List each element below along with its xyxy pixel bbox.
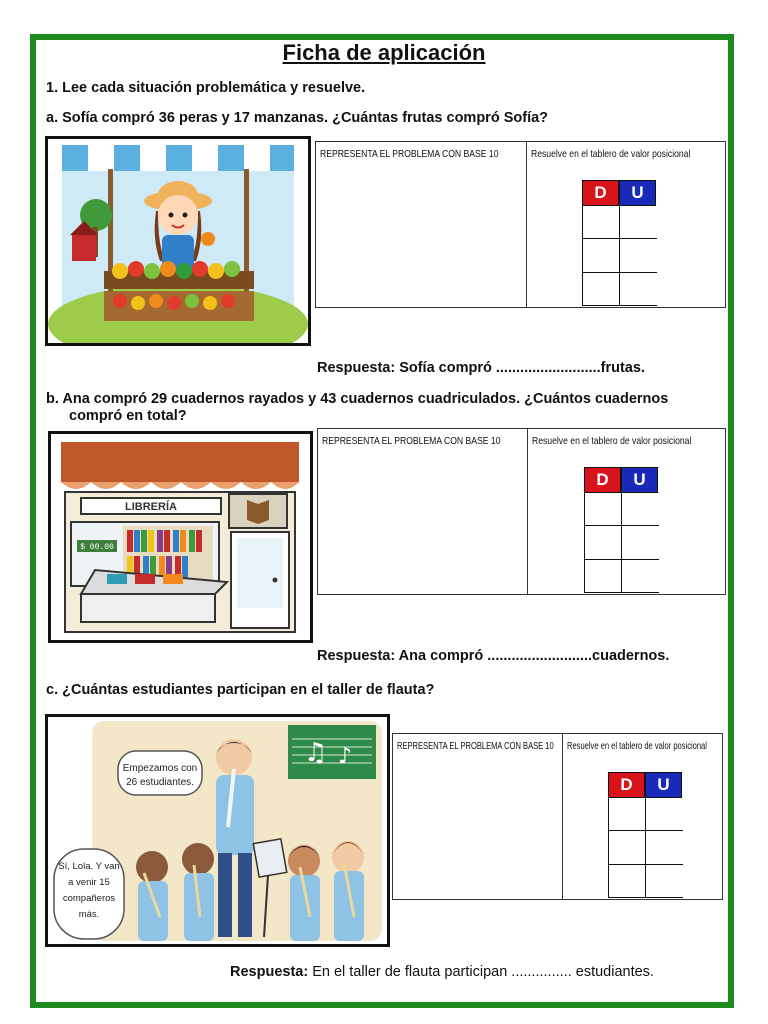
page-title: Ficha de aplicación <box>282 40 486 65</box>
bubble2-line4: más. <box>78 909 100 920</box>
instruction: 1. Lee cada situación problemática y resuelve. <box>46 80 366 96</box>
price-display: $ 00.00 <box>80 543 114 552</box>
tens-label: D <box>582 180 619 206</box>
units-label: U <box>645 772 682 798</box>
fruit-stand-icon <box>48 139 308 343</box>
place-value-header: Resuelve en el tablero de valor posicional <box>532 435 692 447</box>
bookstore-image <box>48 431 313 643</box>
answer-c-label: Respuesta: <box>230 964 309 980</box>
flute-class-icon <box>48 717 387 944</box>
base10-header: REPRESENTA EL PROBLEMA CON BASE 10 <box>397 740 554 752</box>
place-value-board <box>582 180 656 306</box>
tens-label: D <box>608 772 645 798</box>
units-label: U <box>619 180 656 206</box>
bubble1-line1: Empezamos con <box>122 763 198 774</box>
base10-header: REPRESENTA EL PROBLEMA CON BASE 10 <box>322 435 501 447</box>
place-value-board <box>608 772 682 898</box>
question-a: a. Sofía compró 36 peras y 17 manzanas. ¿Cuántas frutas compró Sofía? <box>46 110 549 126</box>
bubble2-line1: Sí, Lola. Y van <box>58 861 120 872</box>
question-c: c. ¿Cuántas estudiantes participan en el taller de flauta? <box>46 682 435 698</box>
place-value-header: Resuelve en el tablero de valor posicional <box>567 740 707 752</box>
answer-b: Respuesta: Ana compró ..........................cuadernos. <box>317 648 670 664</box>
svg-text:♫: ♫ <box>304 738 328 768</box>
flute-class-image <box>45 714 390 947</box>
tens-label: D <box>584 467 621 493</box>
store-sign: LIBRERÍA <box>125 501 177 513</box>
place-value-board <box>584 467 658 593</box>
bubble2-line3: compañeros <box>62 893 116 904</box>
answer-a: Respuesta: Sofía compró ..........................frutas. <box>317 360 645 376</box>
fruit-stand-image <box>45 136 311 346</box>
place-value-header: Resuelve en el tablero de valor posicional <box>531 148 691 160</box>
answer-c-text: En el taller de flauta participan ............... estudiantes. <box>308 964 654 980</box>
svg-text:♪: ♪ <box>338 744 353 769</box>
work-table-a <box>315 141 726 308</box>
units-label: U <box>621 467 658 493</box>
bookstore-icon <box>51 434 310 640</box>
work-table-c <box>392 733 723 900</box>
question-b-line2: compró en total? <box>69 408 187 424</box>
work-table-b <box>317 428 726 595</box>
bubble1-line2: 26 estudiantes. <box>126 777 194 788</box>
base10-header: REPRESENTA EL PROBLEMA CON BASE 10 <box>320 148 499 160</box>
bubble2-line2: a venir 15 <box>68 877 110 888</box>
answer-c <box>230 963 654 982</box>
question-b-line1: b. Ana compró 29 cuadernos rayados y 43 cuadernos cuadriculados. ¿Cuántos cuadernos <box>46 391 669 407</box>
